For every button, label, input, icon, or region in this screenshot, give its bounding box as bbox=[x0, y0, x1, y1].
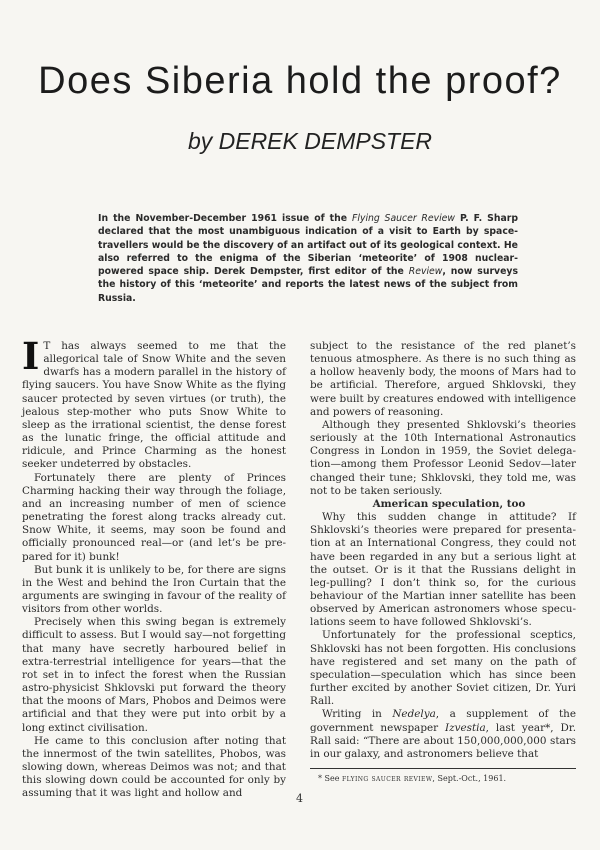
paragraph: Fortunately there are plenty of Princes Charming hacking their way through the foliage, and an increasing number of men of science penetrating the forest along tracks already cut. Snow White, it seems, may soon be found and officially pronounced real—or (and let’s be prepared for it) bunk! bbox=[22, 471, 286, 563]
footnote-prefix: * See bbox=[318, 774, 343, 783]
drop-cap: I bbox=[22, 334, 40, 378]
paragraph: But bunk it is unlikely to be, for there are signs in the West and behind the Iron Curtain that the arguments are swinging in favour of the reality of visitors from other worlds. bbox=[22, 563, 286, 616]
footnote bbox=[318, 774, 580, 783]
paragraph: Precisely when this swing began is extremely difficult to assess. But I would say—not forgetting that many have secretly harboured belief in extra-terrestrial intelligence for years—that the rot set in to infect the forest when the Russian astro-physicist Shklovski put forward the theory that the moons of Mars, Phobos and Deimos were artificial and that they were put into orbit by a long extinct civilisation. bbox=[22, 616, 286, 734]
footnote-divider bbox=[310, 768, 576, 769]
paragraph bbox=[310, 708, 576, 761]
intro-review: Review bbox=[408, 266, 443, 278]
paragraph: Although they presented Shklovski’s theories seriously at the 10th International Astronautics Congress in London in 1959, the Soviet delegation—among them Professor Leonid Sedov—later changed their tune; Shklovski, they told me, was not to be taken seriously. bbox=[310, 418, 576, 497]
paragraph: subject to the resistance of the red planet’s tenuous atmosphere. As there is no such thing as a hollow heavenly body, the moons of Mars had to be artificial. Therefore, argued Shklovski, they were built by creatures endowed with intelligence and powers of reasoning. bbox=[310, 340, 576, 418]
article-byline: by DEREK DEMPSTER bbox=[187, 128, 433, 154]
paragraph-text: T has always seemed to me that the allegorical tale of Snow White and the seven dwarfs has a modern parallel in the history of flying saucers. You have Snow White as the flying saucer protected by seven virtues (or truth), the jealous step-mother who puts Snow White to sleep as the irrational scientist, the dense forest as the lunatic fringe, the official attitude and ridicule, and Prince Charming as the honest seeker undeterred by obstacles. bbox=[22, 340, 286, 471]
footnote-publication: flying saucer review bbox=[342, 774, 433, 783]
article-intro bbox=[98, 212, 518, 305]
intro-publication: Flying Saucer Review bbox=[352, 213, 455, 224]
intro-text-2: P. F. Sharp declared that the most unambiguous indication of a visit to Earth by space-travellers would be the discovery of an artifact out of its geological context. He also referred to the enigma of the Siberian ‘meteorite’ of 1908 nuclear-powered space ship. Derek Dempster, first editor of the bbox=[98, 213, 518, 278]
publication-izvestia: Izvestia bbox=[445, 721, 486, 734]
publication-nedelya: Nedelya bbox=[392, 708, 436, 721]
intro-text-1: In the November-December 1961 issue of the bbox=[98, 213, 353, 224]
paragraph bbox=[22, 334, 286, 472]
intro-text-3: , now surveys the history of this ‘meteorite’ and reports the latest news of the subject from Russia. bbox=[98, 266, 518, 304]
page-number: 4 bbox=[296, 792, 303, 805]
paragraph-text: , last year*, Dr. Rall said: “There are about 150,000,000,000 stars in our galaxy, and astronomers believe that bbox=[310, 721, 576, 760]
body-column-left bbox=[22, 334, 286, 800]
paragraph: Why this sudden change in attitude? If Shklovski’s theories were prepared for presentation at an International Congress, they could not have been regarded in any but a serious light at the outset. Or is it that the Russians delight in leg-pulling? I don’t think so, for the curious behaviour of the Martian inner satellite has been observed by American astronomers whose speculations seem to have followed Shklovski’s. bbox=[310, 511, 576, 629]
paragraph-text: , a supplement of the government newspaper bbox=[310, 708, 577, 734]
section-subheading: American speculation, too bbox=[372, 497, 526, 510]
paragraph: He came to this conclusion after noting that the innermost of the twin satellites, Phobos, was slowing down, whereas Deimos was not; and that this slowing down could be accounted for only by assuming that it was light and hollow and bbox=[22, 734, 286, 800]
footnote-suffix: , Sept.-Oct., 1961. bbox=[432, 774, 507, 783]
body-column-right bbox=[310, 340, 576, 761]
paragraph-text: Writing in bbox=[322, 708, 393, 721]
article-title: Does Siberia hold the proof? bbox=[38, 60, 562, 102]
paragraph: Unfortunately for the professional sceptics, Shklovski has not been forgotten. His conclusions have registered and set many on the path of speculation—speculation which has since been further excited by another Soviet citizen, Dr. Yuri Rall. bbox=[310, 629, 576, 708]
